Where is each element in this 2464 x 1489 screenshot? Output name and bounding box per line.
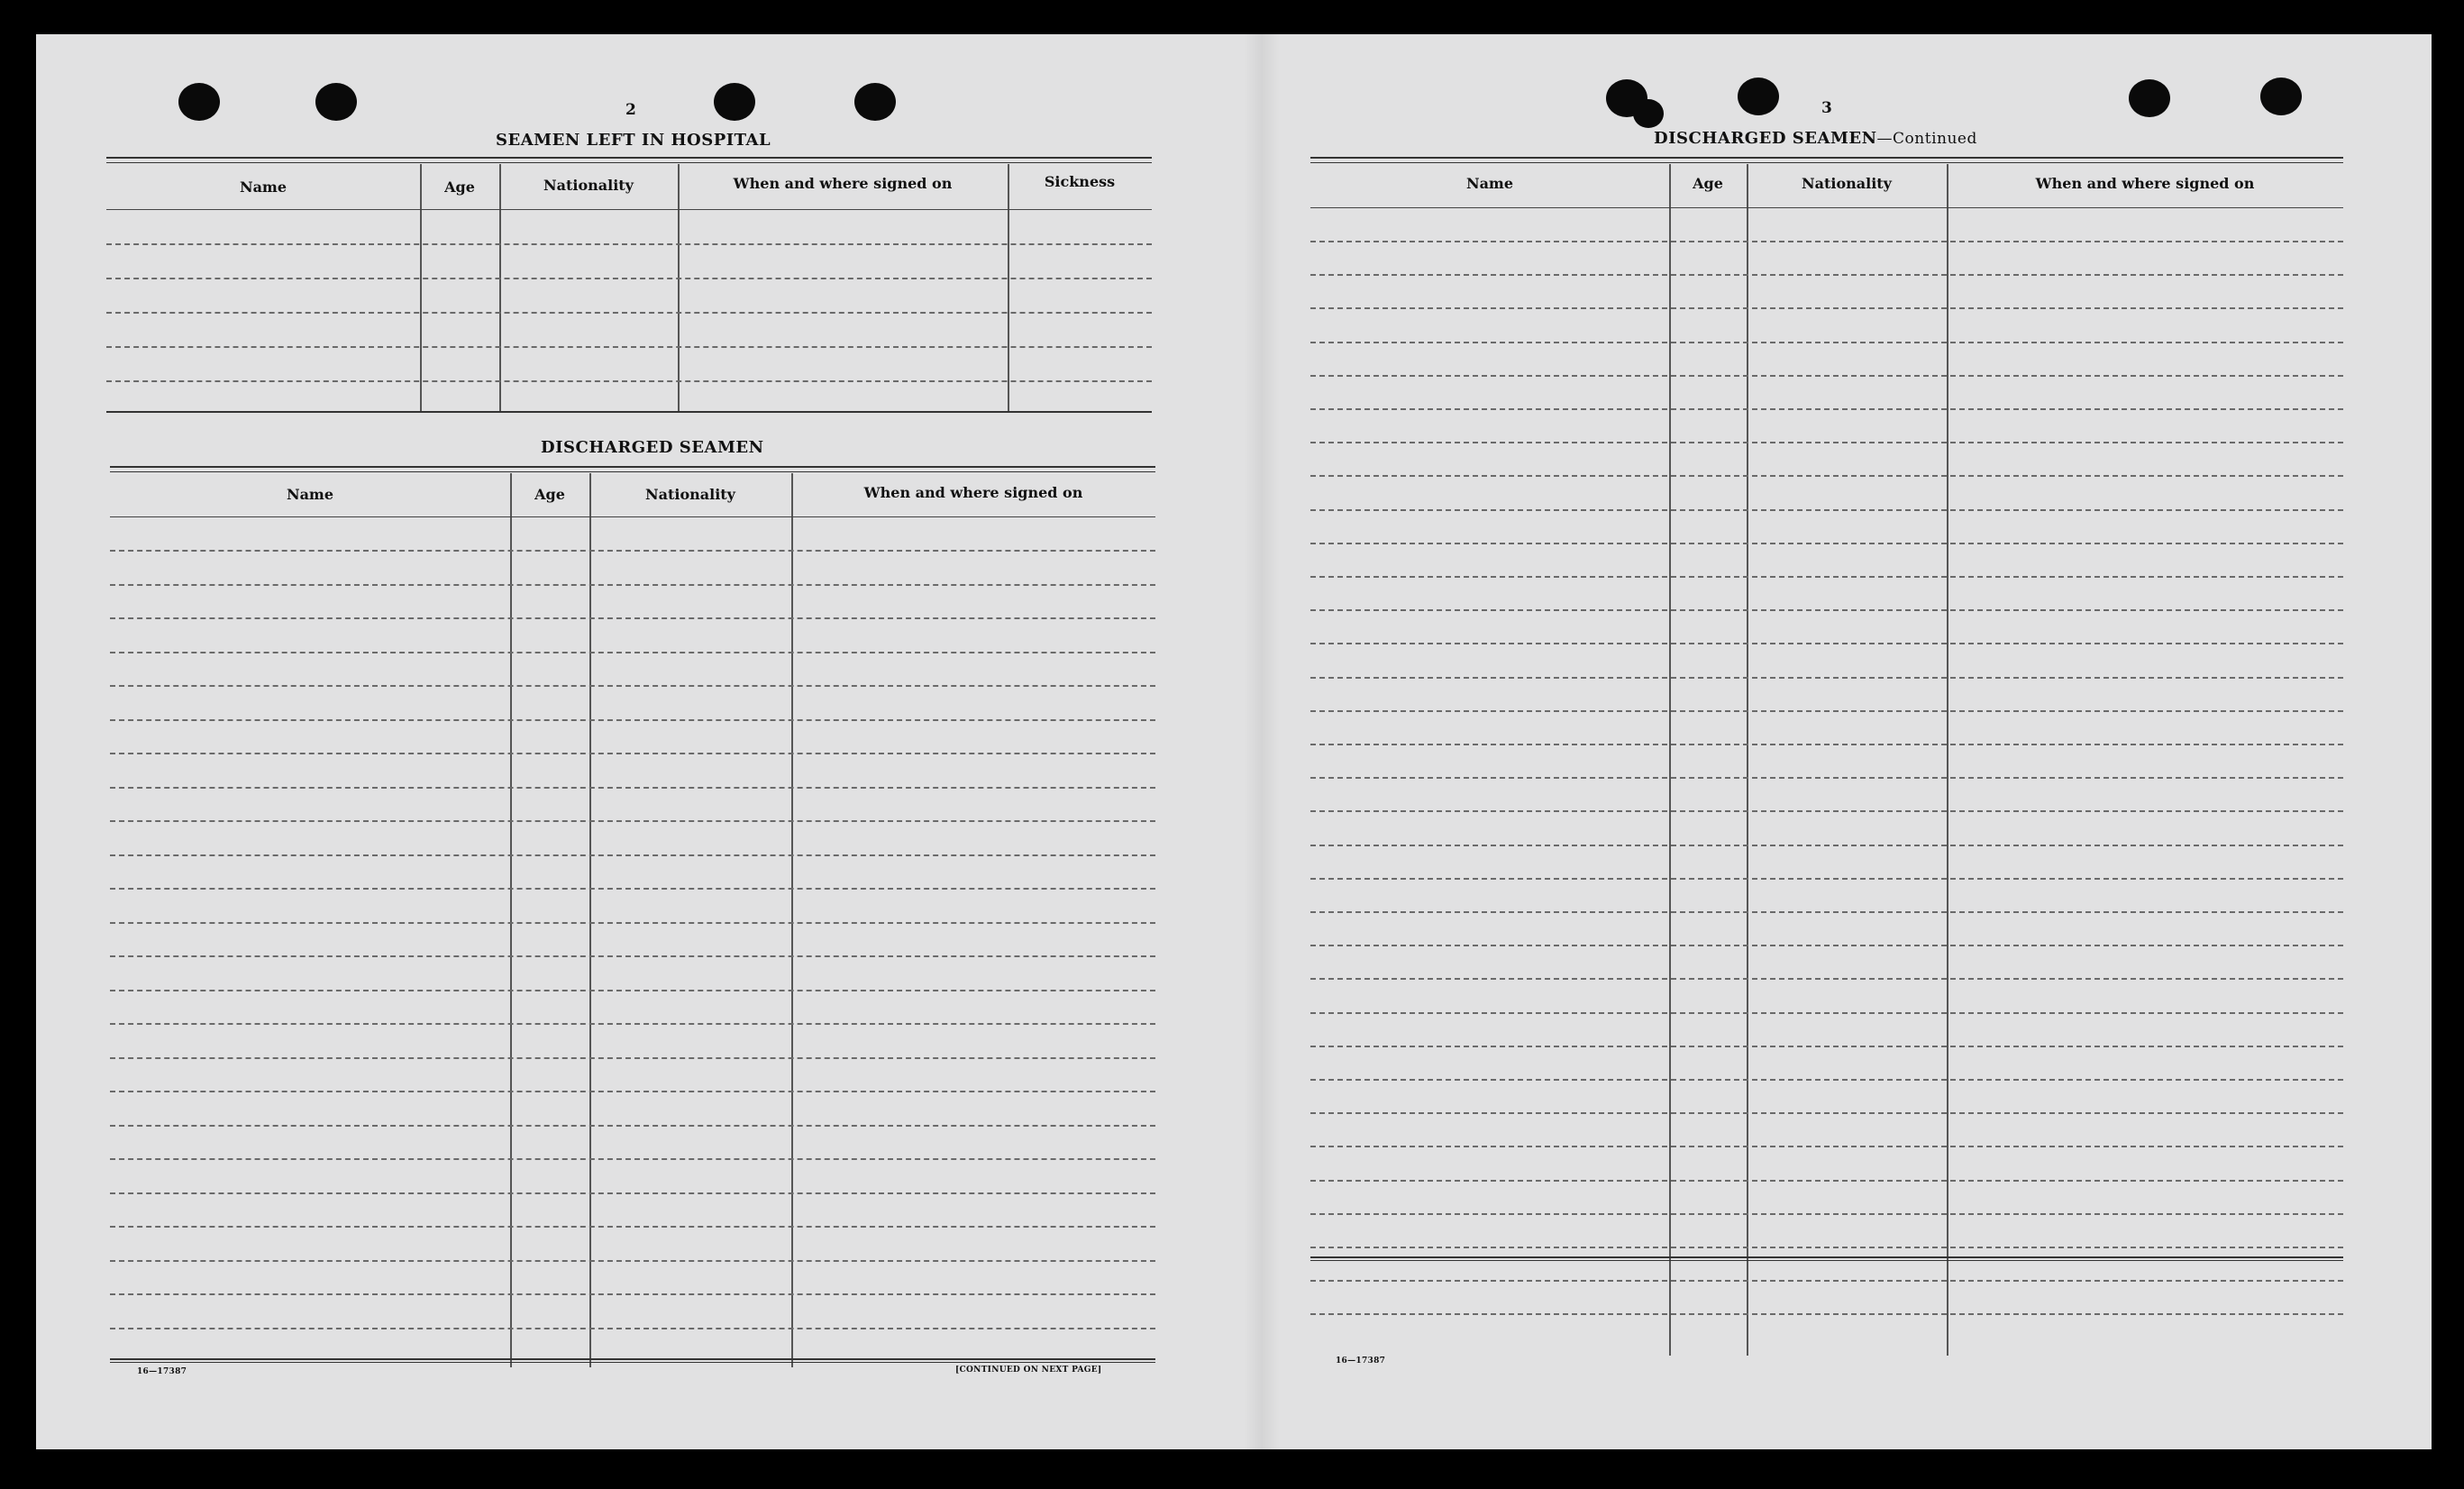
page-number-left: 2	[625, 101, 636, 119]
column-header-when-where-signed-on: When and where signed on	[733, 175, 953, 192]
punch-hole	[2129, 79, 2170, 117]
punch-hole	[1738, 78, 1779, 115]
ruled-line	[110, 1091, 1155, 1092]
table-bottom-rule	[1310, 1256, 2343, 1258]
ruled-line	[110, 719, 1155, 721]
ruled-line	[110, 1158, 1155, 1160]
column-header-age: Age	[534, 486, 565, 503]
column-header-nationality: Nationality	[645, 486, 735, 503]
ruled-line	[1310, 576, 2343, 578]
punch-hole	[854, 83, 896, 121]
discharged-table-left	[110, 466, 1155, 1367]
ruled-line	[110, 685, 1155, 687]
table-bottom-rule	[110, 1358, 1155, 1360]
hospital-table	[106, 157, 1152, 413]
ruled-line	[1310, 509, 2343, 511]
ruled-line	[110, 787, 1155, 789]
ruled-line	[110, 820, 1155, 822]
discharged-continued-title	[1654, 129, 1977, 148]
form-number-right: 16—17387	[1336, 1357, 1386, 1366]
ruled-line	[1310, 1079, 2343, 1081]
punch-hole	[315, 83, 357, 121]
discharged-section-title: DISCHARGED SEAMEN	[541, 438, 764, 457]
form-number-left: 16—17387	[137, 1367, 187, 1376]
continued-note: [CONTINUED ON NEXT PAGE]	[955, 1366, 1102, 1375]
ruled-line	[1310, 342, 2343, 343]
ruled-line	[1310, 442, 2343, 443]
ruled-line	[1310, 1112, 2343, 1114]
title-suffix: —Continued	[1876, 130, 1977, 148]
ruled-line	[1310, 643, 2343, 644]
ruled-line	[1310, 609, 2343, 611]
ruled-line	[110, 550, 1155, 552]
ruled-line	[1310, 710, 2343, 712]
ruled-line	[1310, 677, 2343, 679]
punch-hole	[714, 83, 755, 121]
ruled-line	[1310, 1146, 2343, 1147]
table-bottom-rule	[110, 1362, 1155, 1363]
column-header-name: Name	[1465, 175, 1514, 192]
ruled-line	[1310, 845, 2343, 846]
ruled-line	[110, 1192, 1155, 1194]
column-header-sickness: Sickness	[1044, 173, 1116, 190]
ruled-line	[1310, 1280, 2343, 1282]
punch-hole	[178, 83, 220, 121]
column-header-name: Name	[239, 178, 287, 196]
ruled-line	[110, 955, 1155, 957]
ruled-line	[1310, 274, 2343, 276]
ruled-line	[110, 617, 1155, 619]
column-header-when-where-signed-on: When and where signed on	[863, 484, 1083, 501]
page-number-right: 3	[1821, 99, 1832, 117]
column-header-age: Age	[1693, 175, 1723, 192]
ruled-line	[110, 1226, 1155, 1228]
column-header-age: Age	[444, 178, 475, 196]
ruled-line	[1310, 1046, 2343, 1047]
column-header-nationality: Nationality	[1802, 175, 1892, 192]
ruled-line	[110, 1057, 1155, 1059]
hospital-section-title: SEAMEN LEFT IN HOSPITAL	[496, 131, 771, 150]
ruled-line	[1310, 408, 2343, 410]
form-document	[36, 34, 2432, 1449]
ruled-line	[110, 1293, 1155, 1295]
ruled-line	[1310, 777, 2343, 779]
column-header-when-where-signed-on: When and where signed on	[2035, 175, 2255, 192]
ruled-line	[110, 1260, 1155, 1262]
ruled-line	[110, 584, 1155, 586]
ruled-line	[1310, 241, 2343, 242]
discharged-table-right	[1310, 157, 2343, 1356]
column-header-name: Name	[286, 486, 334, 503]
ruled-line	[1310, 744, 2343, 745]
ruled-line	[110, 854, 1155, 856]
page-fold	[1244, 34, 1280, 1449]
table-bottom-rule	[1310, 1260, 2343, 1261]
ruled-line	[1310, 307, 2343, 309]
column-header-nationality: Nationality	[543, 177, 634, 194]
punch-hole	[2260, 78, 2302, 115]
ruled-line	[110, 1125, 1155, 1127]
ruled-line	[110, 1328, 1155, 1329]
ruled-line	[1310, 375, 2343, 377]
ruled-line	[110, 652, 1155, 653]
punch-hole	[1633, 99, 1664, 128]
ruled-line	[1310, 911, 2343, 913]
ruled-line	[1310, 810, 2343, 812]
ruled-line	[1310, 878, 2343, 880]
ruled-line	[1310, 475, 2343, 477]
ruled-line	[1310, 543, 2343, 544]
ruled-line	[1310, 1313, 2343, 1315]
ruled-line	[1310, 945, 2343, 946]
ruled-line	[1310, 1012, 2343, 1014]
ruled-line	[110, 922, 1155, 924]
ruled-line	[1310, 978, 2343, 980]
ruled-line	[110, 753, 1155, 754]
ruled-line	[110, 888, 1155, 890]
ruled-line	[1310, 1247, 2343, 1248]
ruled-line	[110, 1023, 1155, 1025]
ruled-line	[110, 990, 1155, 991]
ruled-line	[1310, 1180, 2343, 1182]
title-text: DISCHARGED SEAMEN	[1654, 129, 1877, 148]
ruled-line	[1310, 1213, 2343, 1215]
